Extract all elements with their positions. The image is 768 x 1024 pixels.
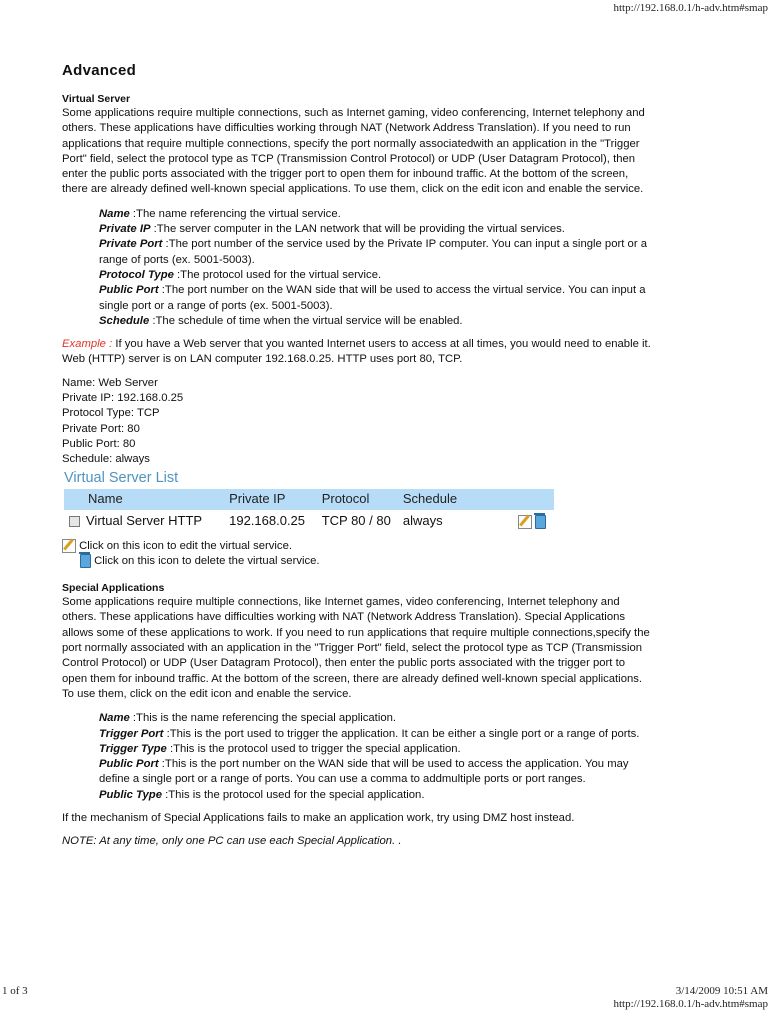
enable-checkbox[interactable]	[69, 516, 80, 527]
example-label: Example :	[62, 338, 113, 351]
dmz-tip: If the mechanism of Special Applications fails to make an application work, try using DMZ host instead.	[62, 811, 575, 824]
special-apps-intro: Some applications require multiple connections, like Internet games, video conferencing, Internet telephony and others. These applications have difficulties working with NAT (Network Address Translation). Special Applications allows some of these applications to work. If you need to run applications that require multiple connections,specify the port normally associated with an application in the "Trigger Port" field, select the protocol type as TCP (Transmission Control Protocol) or UDP (User Datagram Protocol), then enter the public ports associated with the trigger port to open them for inbound traffic. At the bottom of the screen, there are already defined well-known special applications. To use them, click on the edit icon and enable the service.	[62, 596, 650, 700]
print-footer-url: http://192.168.0.1/h-adv.htm#smap	[613, 998, 768, 1010]
definition-item: Schedule :The schedule of time when the virtual service will be enabled.	[99, 314, 463, 327]
definition-item: Private Port :The port number of the service used by the Private IP computer. You can input a single port or a range of ports (ex. 5001-5003).	[99, 238, 648, 266]
delete-legend: Click on this icon to delete the virtual service.	[62, 554, 652, 569]
definition-item: Public Type :This is the protocol used for the special application.	[99, 788, 425, 801]
virtual-server-definitions	[99, 207, 652, 329]
edit-legend: Click on this icon to edit the virtual service.	[62, 539, 652, 554]
sample-line: Protocol Type: TCP	[62, 407, 160, 420]
print-datetime: 3/14/2009 10:51 AM	[675, 985, 768, 997]
definition-item: Name :The name referencing the virtual service.	[99, 207, 341, 220]
virtual-server-intro: Some applications require multiple connections, such as Internet gaming, video conferencing, Internet telephony and others. These applications have difficulties working through NAT (Network Address Translation). If you need to run applications that require multiple connections, specify the port normally associatedwith an application in the "Trigger Port" field, select the protocol type as TCP (Transmission Control Protocol) or UDP (User Datagram Protocol), then enter the public ports associated with the trigger port to open them for inbound traffic. At the bottom of the screen, there are already defined well-known special applications. To use them, click on the edit icon and enable the service.	[62, 107, 645, 196]
print-header-url: http://192.168.0.1/h-adv.htm#smap	[613, 2, 768, 14]
virtual-server-list-title: Virtual Server List	[64, 469, 179, 486]
definition-item: Public Port :The port number on the WAN side that will be used to access the virtual service. You can input a single port or a range of ports (ex. 5001-5003).	[99, 284, 646, 312]
print-footer	[614, 985, 768, 1011]
col-name: Name	[64, 489, 229, 510]
table-row: Virtual Server HTTP 192.168.0.25 TCP 80 / 80 always	[64, 510, 554, 533]
definition-item: Public Port :This is the port number on the WAN side that will be used to access the application. You may define a single port or a range of ports. You can use a comma to addmultiple ports or port ranges.	[99, 758, 629, 786]
icon-legend	[62, 539, 652, 570]
col-schedule: Schedule	[403, 489, 518, 510]
sample-line: Schedule: always	[62, 453, 150, 466]
trash-icon	[80, 554, 91, 568]
sample-line: Private Port: 80	[62, 422, 140, 435]
col-protocol: Protocol	[322, 489, 403, 510]
col-actions	[518, 489, 554, 510]
page-number: 1 of 3	[2, 985, 28, 997]
page-title: Advanced	[62, 62, 137, 79]
special-apps-definitions	[99, 711, 652, 803]
edit-icon	[62, 539, 76, 553]
col-private-ip: Private IP	[229, 489, 322, 510]
help-page	[62, 60, 652, 850]
special-apps-heading: Special Applications	[62, 582, 165, 595]
definition-item: Name :This is the name referencing the special application.	[99, 712, 397, 725]
definition-item: Private IP :The server computer in the LAN network that will be providing the virtual services.	[99, 223, 565, 236]
trash-icon[interactable]	[535, 515, 546, 529]
edit-icon[interactable]	[518, 515, 532, 529]
virtual-server-table	[64, 489, 554, 533]
sample-line: Private IP: 192.168.0.25	[62, 392, 184, 405]
example-paragraph: Example : If you have a Web server that you wanted Internet users to access at all times, you would need to enable it. Web (HTTP) server is on LAN computer 192.168.0.25. HTTP uses port 80, TCP.	[62, 338, 651, 366]
table-header	[64, 489, 554, 510]
definition-item: Trigger Port :This is the port used to trigger the application. It can be either a single port or a range of ports.	[99, 727, 640, 740]
definition-item: Protocol Type :The protocol used for the virtual service.	[99, 268, 382, 281]
virtual-server-heading: Virtual Server	[62, 93, 131, 105]
note: NOTE: At any time, only one PC can use each Special Application. .	[62, 835, 402, 848]
example-settings	[62, 376, 652, 468]
sample-line: Public Port: 80	[62, 437, 136, 450]
definition-item: Trigger Type :This is the protocol used to trigger the special application.	[99, 742, 461, 755]
sample-line: Name: Web Server	[62, 376, 158, 389]
